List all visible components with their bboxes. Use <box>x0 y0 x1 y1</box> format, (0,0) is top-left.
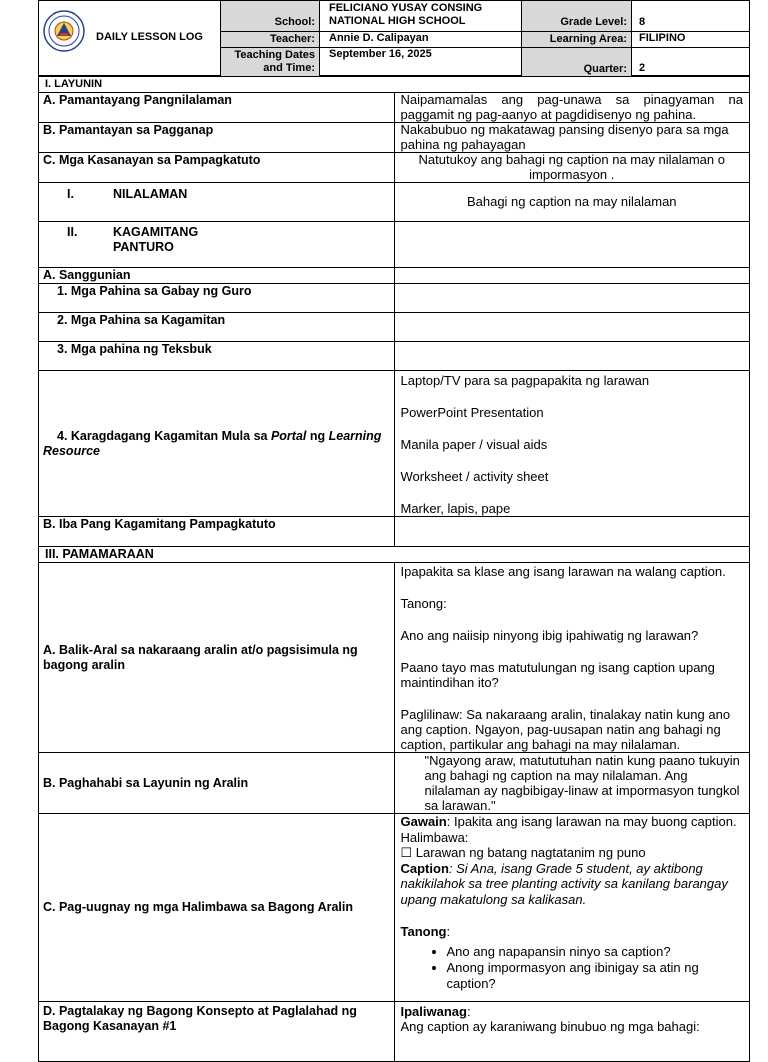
paragraph: Halimbawa: <box>400 829 469 845</box>
text: : <box>446 924 451 939</box>
row-content <box>394 313 750 342</box>
row-content: Nakabubuo ng makatawag pansing disenyo para sa mga pahina ng pahayagan <box>394 123 750 153</box>
table-row <box>39 517 750 547</box>
list-item: • Anong impormasyon ang ibinigay sa atin ng caption? <box>447 960 744 991</box>
bold-term: Tanong <box>400 924 447 939</box>
list-item: Laptop/TV para sa pagpapakita ng larawan <box>400 373 650 388</box>
lesson-table <box>38 76 750 1062</box>
table-row <box>39 268 750 284</box>
text: : <box>466 1004 471 1019</box>
kagamitan-heading: KAGAMITANG PANTURO <box>113 225 199 254</box>
paragraph <box>401 924 744 940</box>
table-row <box>39 1002 750 1062</box>
row-content: Bahagi ng caption na may nilalaman <box>394 183 750 222</box>
area-label: Learning Area: <box>521 31 632 47</box>
bold-term: Gawain <box>400 814 447 829</box>
row-content <box>394 814 750 1002</box>
section-pamamaraan: III. PAMAMARAAN <box>39 547 750 563</box>
header <box>38 0 750 76</box>
table-row <box>39 153 750 183</box>
label-part: 4. Karagdagang Kagamitan Mula sa <box>57 429 271 443</box>
row-content <box>394 1002 750 1062</box>
paragraph: Ang caption ay karaniwang binubuo ng mga bahagi: <box>400 1019 700 1034</box>
label-part: Learning Resource <box>43 429 382 458</box>
row-label: D. Pagtalakay ng Bagong Konsepto at Paglalahad ng Bagong Kasanayan #1 <box>39 1002 395 1062</box>
table-row <box>39 342 750 371</box>
row-label: B. Pamantayan sa Pagganap <box>39 123 395 153</box>
row-content <box>394 284 750 313</box>
grade-label: Grade Level: <box>521 1 632 31</box>
list-item: Marker, lapis, pape <box>400 501 511 516</box>
paragraph: Tanong: <box>400 596 447 611</box>
school-value: FELICIANO YUSAY CONSING NATIONAL HIGH SCHOOL <box>329 2 483 27</box>
row-content <box>394 342 750 371</box>
row-label: B. Paghahabi sa Layunin ng Aralin <box>39 753 395 814</box>
row-label: C. Mga Kasanayan sa Pampagkatuto <box>39 153 395 183</box>
roman-numeral: II. <box>67 225 78 239</box>
question-list <box>401 944 744 992</box>
paragraph: Ano ang naiisip ninyong ibig ipahiwatig ng larawan? <box>400 628 699 643</box>
section-layunin: I. LAYUNIN <box>39 77 750 93</box>
roman-numeral: I. <box>67 187 74 201</box>
paragraph: Paglilinaw: Sa nakaraang aralin, tinalakay natin kung ano ang caption. Ngayon, pag-uusapan natin ang bahagi ng caption, partikular ang bahagi na may nilalaman. <box>400 707 731 752</box>
grade-value: 8 <box>639 16 646 28</box>
text: : Ipakita ang isang larawan na may buong caption. <box>446 814 737 829</box>
quarter-value: 2 <box>639 62 646 74</box>
row-content <box>394 563 750 753</box>
list-item: PowerPoint Presentation <box>400 405 544 420</box>
row-content <box>394 222 750 268</box>
row-label <box>39 371 395 517</box>
row-content: "Ngayong araw, matututuhan natin kung paano tukuyin ang bahagi ng caption na may nilalaman. Ang nilalaman ay nagbibigay-linaw at impormasyon tungkol sa larawan." <box>394 753 750 814</box>
row-label: 2. Mga Pahina sa Kagamitan <box>39 313 395 342</box>
quarter-label: Quarter: <box>521 47 632 76</box>
paragraph <box>401 814 744 830</box>
table-row <box>39 371 750 517</box>
bold-term: Caption <box>400 860 449 876</box>
row-label: A. Sanggunian <box>39 268 395 284</box>
dates-value: September 16, 2025 <box>329 48 432 60</box>
paragraph <box>401 1004 744 1019</box>
paragraph: ☐ Larawan ng batang nagtatanim ng puno <box>400 845 646 860</box>
school-label: School: <box>220 1 320 31</box>
table-row <box>39 183 750 222</box>
table-row <box>39 814 750 1002</box>
row-content: Naipamamalas ang pag-unawa sa pinagyaman na paggamit ng pag-aanyo at pagdidisenyo ng pahina. <box>394 93 750 123</box>
row-label: B. Iba Pang Kagamitang Pampagkatuto <box>39 517 395 547</box>
text: : Si Ana, isang Grade 5 student, ay aktibong nakikilahok sa tree planting activity sa kanilang barangay upang makatulong sa kalikasan. <box>400 860 728 907</box>
table-row <box>39 313 750 342</box>
paragraph <box>401 861 744 908</box>
section-row <box>39 547 750 563</box>
row-content <box>394 517 750 547</box>
table-row <box>39 93 750 123</box>
row-label: A. Pamantayang Pangnilalaman <box>39 93 395 123</box>
section-row <box>39 77 750 93</box>
deped-seal-icon <box>43 10 85 52</box>
list-item: Worksheet / activity sheet <box>400 469 549 484</box>
dates-label: Teaching Dates and Time: <box>220 47 320 76</box>
table-row <box>39 563 750 753</box>
row-label: A. Balik-Aral sa nakaraang aralin at/o pagsisimula ng bagong aralin <box>39 563 395 753</box>
row-content <box>394 268 750 284</box>
teacher-value: Annie D. Calipayan <box>329 32 429 44</box>
row-content <box>394 371 750 517</box>
table-row <box>39 284 750 313</box>
area-value: FILIPINO <box>639 32 686 44</box>
list-item: Manila paper / visual aids <box>400 437 548 452</box>
table-row <box>39 753 750 814</box>
row-label: 3. Mga pahina ng Teksbuk <box>39 342 395 371</box>
table-row <box>39 222 750 268</box>
label-part: ng <box>306 429 329 443</box>
row-content: Natutukoy ang bahagi ng caption na may nilalaman o impormasyon . <box>394 153 750 183</box>
list-item: • Ano ang napapansin ninyo sa caption? <box>447 944 744 960</box>
bold-term: Ipaliwanag <box>400 1004 467 1019</box>
teacher-label: Teacher: <box>220 31 320 47</box>
nilalaman-heading: NILALAMAN <box>113 187 188 201</box>
row-label <box>39 222 395 268</box>
paragraph: Ipapakita sa klase ang isang larawan na walang caption. <box>400 564 726 579</box>
document-title: DAILY LESSON LOG <box>96 31 203 43</box>
row-label: C. Pag-uugnay ng mga Halimbawa sa Bagong Aralin <box>39 814 395 1002</box>
table-row <box>39 123 750 153</box>
row-label <box>39 183 395 222</box>
label-part: Portal <box>270 429 307 443</box>
paragraph: Paano tayo mas matutulungan ng isang caption upang maintindihan ito? <box>400 660 715 690</box>
row-label: 1. Mga Pahina sa Gabay ng Guro <box>39 284 395 313</box>
